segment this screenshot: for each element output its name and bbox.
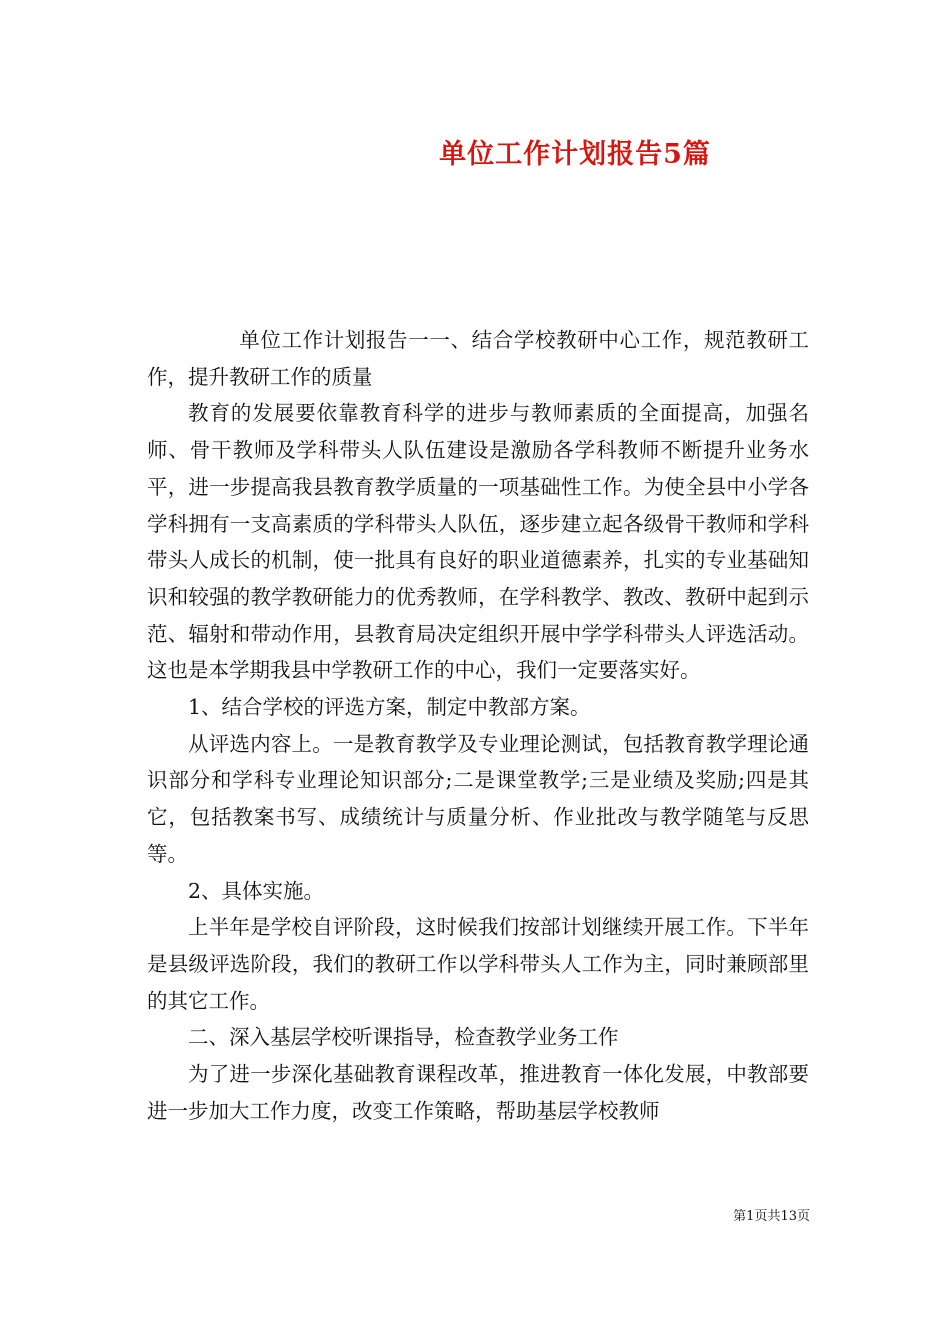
- paragraph: 二、深入基层学校听课指导，检查教学业务工作: [188, 1025, 619, 1050]
- paragraph: 1、结合学校的评选方案，制定中教部方案。: [188, 695, 591, 720]
- paragraph: 从评选内容上。一是教育教学及专业理论测试，包括教育教学理论通识部分和学科专业理论知识部分;二是课堂教学;三是业绩及奖励;四是其它，包括教案书写、成绩统计与质量分析、作业批改与教学随笔与反思等。: [147, 731, 809, 866]
- paragraph: 教育的发展要依靠教育科学的进步与教师素质的全面提高，加强名师、骨干教师及学科带头人队伍建设是激励各学科教师不断提升业务水平，进一步提高我县教育教学质量的一项基础性工作。为使全县中小学各学科拥有一支高素质的学科带头人队伍，逐步建立起各级骨干教师和学科带头人成长的机制，使一批具有良好的职业道德素养，扎实的专业基础知识和较强的教学教研能力的优秀教师，在学科教学、教改、教研中起到示范、辐射和带动作用，县教育局决定组织开展中学学科带头人评选活动。这也是本学期我县中学教研工作的中心，我们一定要落实好。: [147, 401, 809, 683]
- paragraph: 上半年是学校自评阶段，这时候我们按部计划继续开展工作。下半年是县级评选阶段，我们的教研工作以学科带头人工作为主，同时兼顾部里的其它工作。: [147, 915, 809, 1013]
- page-number: 第1页共13页: [733, 1209, 810, 1224]
- paragraph: 单位工作计划报告一一、结合学校教研中心工作，规范教研工作，提升教研工作的质量: [147, 328, 809, 389]
- document-body: [147, 322, 809, 1129]
- document-title: 单位工作计划报告5篇: [439, 139, 711, 170]
- paragraph: 2、具体实施。: [188, 878, 325, 903]
- paragraph: 为了进一步深化基础教育课程改革，推进教育一体化发展，中教部要进一步加大工作力度，改变工作策略，帮助基层学校教师: [147, 1062, 809, 1123]
